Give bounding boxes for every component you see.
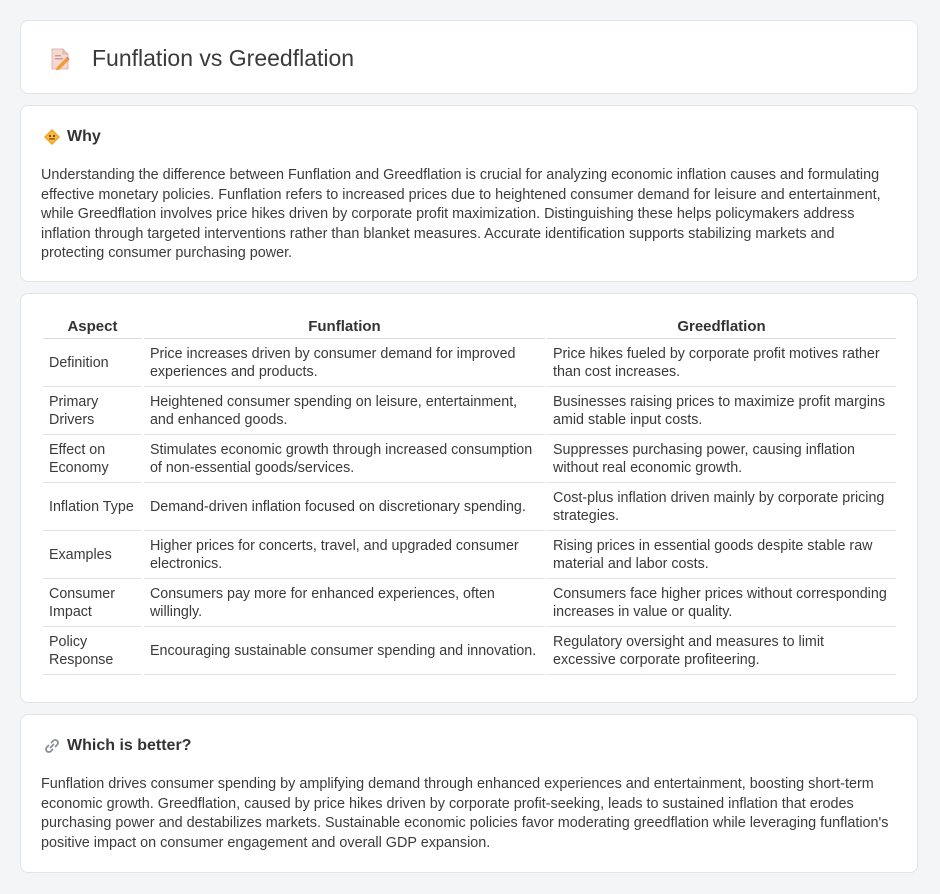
aspect-cell: Consumer Impact (43, 579, 142, 627)
column-header: Aspect (43, 314, 142, 339)
aspect-cell: Definition (43, 339, 142, 387)
comparison-table (41, 314, 898, 675)
funflation-cell: Heightened consumer spending on leisure, entertainment, and enhanced goods. (144, 387, 545, 435)
funflation-cell: Stimulates economic growth through increased consumption of non-essential goods/services. (144, 435, 545, 483)
page-title: Funflation vs Greedflation (92, 45, 355, 71)
diamond-warning-icon (43, 128, 61, 146)
table-row (43, 483, 896, 531)
document-pencil-icon (48, 47, 72, 71)
section-body: Understanding the difference between Funflation and Greedflation is crucial for analyzing economic inflation causes and formulating effective monetary policies. Funflation refers to increased prices due to heightened consumer demand for leisure and entertainment, while Greedflation involves price hikes driven by corporate profit maximization. Distinguishing these helps policymakers address inflation through targeted interventions rather than blanket measures. Accurate identification supports stabilizing markets and protecting consumer purchasing power. (41, 167, 881, 261)
link-icon (43, 737, 61, 755)
greedflation-cell: Rising prices in essential goods despite stable raw material and labor costs. (547, 531, 896, 579)
table-header-row (43, 314, 896, 339)
table-row (43, 531, 896, 579)
funflation-cell: Demand-driven inflation focused on discretionary spending. (144, 483, 545, 531)
greedflation-cell: Suppresses purchasing power, causing inflation without real economic growth. (547, 435, 896, 483)
table-row (43, 627, 896, 675)
header-card (20, 20, 918, 94)
funflation-cell: Price increases driven by consumer demand for improved experiences and products. (144, 339, 545, 387)
comparison-card (20, 293, 918, 703)
greedflation-cell: Cost-plus inflation driven mainly by corporate pricing strategies. (547, 483, 896, 531)
table-row (43, 435, 896, 483)
greedflation-cell: Price hikes fueled by corporate profit motives rather than cost increases. (547, 339, 896, 387)
table-row (43, 339, 896, 387)
aspect-cell: Examples (43, 531, 142, 579)
greedflation-cell: Regulatory oversight and measures to limit excessive corporate profiteering. (547, 627, 896, 675)
aspect-cell: Primary Drivers (43, 387, 142, 435)
funflation-cell: Higher prices for concerts, travel, and upgraded consumer electronics. (144, 531, 545, 579)
column-header: Greedflation (547, 314, 896, 339)
greedflation-cell: Consumers face higher prices without corresponding increases in value or quality. (547, 579, 896, 627)
aspect-cell: Inflation Type (43, 483, 142, 531)
why-section (20, 105, 918, 282)
section-body: Funflation drives consumer spending by amplifying demand through enhanced experiences and entertainment, boosting short-term economic growth. Greedflation, caused by price hikes driven by corporate profit-seeking, leads to sustained inflation that erodes purchasing power and destabilizes markets. Sustainable economic policies favor moderating greedflation while leveraging funflation's positive impact on consumer engagement and overall GDP expansion. (41, 776, 889, 851)
column-header: Funflation (144, 314, 545, 339)
aspect-cell: Effect on Economy (43, 435, 142, 483)
greedflation-cell: Businesses raising prices to maximize profit margins amid stable input costs. (547, 387, 896, 435)
table-row (43, 387, 896, 435)
aspect-cell: Policy Response (43, 627, 142, 675)
funflation-cell: Encouraging sustainable consumer spending and innovation. (144, 627, 545, 675)
funflation-cell: Consumers pay more for enhanced experiences, often willingly. (144, 579, 545, 627)
section-title: Which is better? (67, 737, 192, 754)
which-is-better-section (20, 714, 918, 873)
table-row (43, 579, 896, 627)
section-title: Why (67, 128, 101, 145)
